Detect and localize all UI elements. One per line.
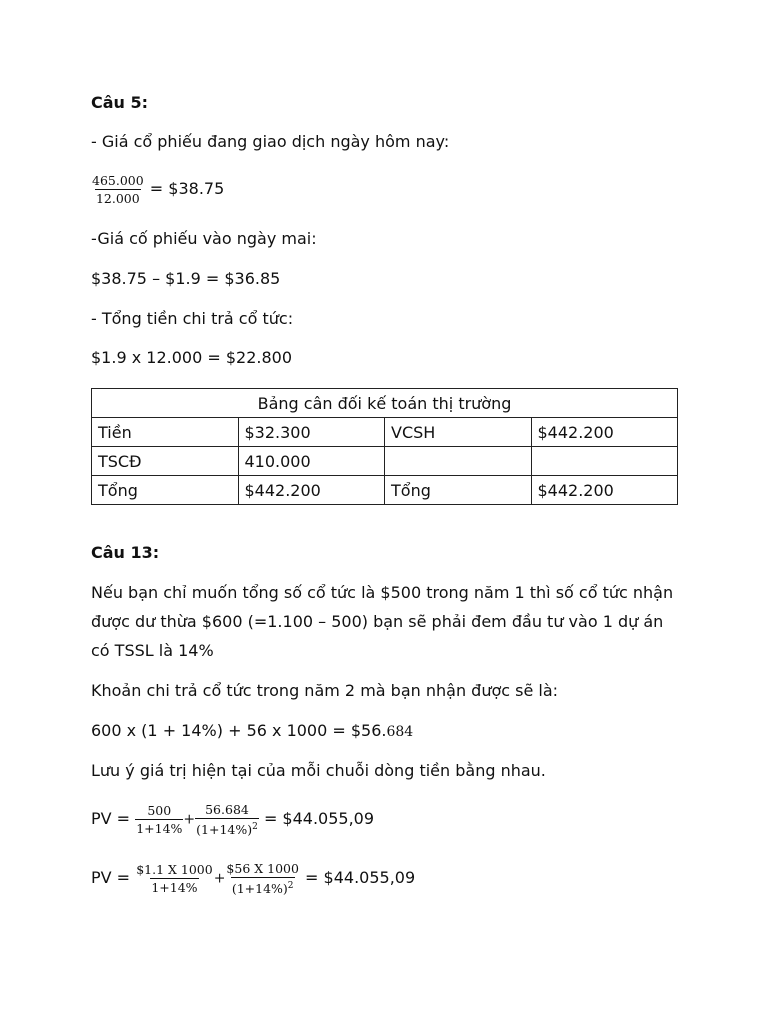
calc-text-tail: 684 — [386, 724, 414, 740]
fraction-denominator: 1+14% — [136, 821, 183, 837]
plus-sign: + — [213, 870, 226, 887]
q5-line-total-dividend: - Tổng tiền chi trả cổ tức: — [91, 309, 294, 328]
q5-line-price-today: - Giá cổ phiếu đang giao dịch ngày hôm nay: — [91, 132, 450, 151]
pv-formula-1 — [91, 801, 374, 838]
denominator-exponent: 2 — [252, 822, 258, 832]
table-cell: $442.200 — [238, 476, 385, 505]
q5-calc-total-dividend: $1.9 x 12.000 = $22.800 — [91, 348, 292, 367]
pv2-result: = $44.055,09 — [305, 868, 416, 888]
pv2-fraction-2 — [225, 860, 300, 897]
denominator-base: (1+14%) — [231, 881, 288, 897]
pv1-fraction-2 — [195, 801, 259, 838]
table-caption: Bảng cân đối kế toán thị trường — [92, 389, 678, 418]
table-cell: Tổng — [92, 476, 239, 505]
table-cell: 410.000 — [238, 447, 385, 476]
table-cell: $442.200 — [531, 418, 678, 447]
table-cell: Tổng — [385, 476, 532, 505]
question-5-heading: Câu 5: — [91, 93, 149, 112]
table-cell — [531, 447, 678, 476]
fraction-numerator: 465.000 — [92, 173, 144, 188]
table-cell — [385, 447, 532, 476]
balance-sheet-table — [91, 388, 678, 505]
table-cell: $32.300 — [238, 418, 385, 447]
table-cell: TSCĐ — [92, 447, 239, 476]
fraction-result: = $38.75 — [149, 179, 225, 198]
q5-line-price-tomorrow: -Giá cố phiếu vào ngày mai: — [91, 229, 317, 248]
table-cell: VCSH — [385, 418, 532, 447]
question-13-heading: Câu 13: — [91, 543, 160, 562]
table-row — [92, 476, 678, 505]
q13-paragraph: Nếu bạn chỉ muốn tổng số cổ tức là $500 trong năm 1 thì số cổ tức nhận được dư thừa $600 (=1.100 – 500) bạn sẽ phải đem đầu tư vào 1 dự án có TSSL là 14% — [91, 583, 674, 660]
fraction-numerator: 500 — [147, 803, 172, 819]
pv-label: PV = — [91, 809, 131, 829]
fraction-numerator: $1.1 X 1000 — [136, 862, 213, 878]
plus-sign: + — [183, 811, 196, 828]
table-cell: Tiền — [92, 418, 239, 447]
table-row — [92, 447, 678, 476]
denominator-exponent: 2 — [287, 881, 294, 891]
q5-fraction-line — [91, 172, 224, 207]
fraction-numerator: $56 X 1000 — [226, 861, 299, 876]
fraction-numerator: 56.684 — [205, 802, 249, 817]
table-row — [92, 418, 678, 447]
denominator-base: (1+14%) — [196, 822, 253, 838]
fraction-denominator: 1+14% — [151, 880, 198, 896]
pv1-result: = $44.055,09 — [263, 809, 375, 829]
pv-label: PV = — [91, 868, 131, 888]
fraction-denominator — [231, 877, 295, 897]
fraction-denominator: 12.000 — [95, 191, 140, 206]
fraction-denominator — [195, 818, 259, 838]
pv2-fraction-1 — [135, 861, 214, 896]
calc-text: 600 x (1 + 14%) + 56 x 1000 = $56. — [91, 721, 387, 740]
price-fraction — [91, 172, 145, 207]
pv1-fraction-1 — [135, 802, 183, 837]
table-cell: $442.200 — [531, 476, 678, 505]
q13-line-note: Lưu ý giá trị hiện tại của mỗi chuỗi dòng tiền bằng nhau. — [91, 761, 546, 780]
q5-calc-price-tomorrow: $38.75 – $1.9 = $36.85 — [91, 269, 281, 288]
q13-line-year2-dividend: Khoản chi trả cổ tức trong năm 2 mà bạn nhận được sẽ là: — [91, 681, 559, 700]
pv-formula-2 — [91, 860, 415, 897]
q13-calc-year2-dividend — [91, 721, 413, 742]
